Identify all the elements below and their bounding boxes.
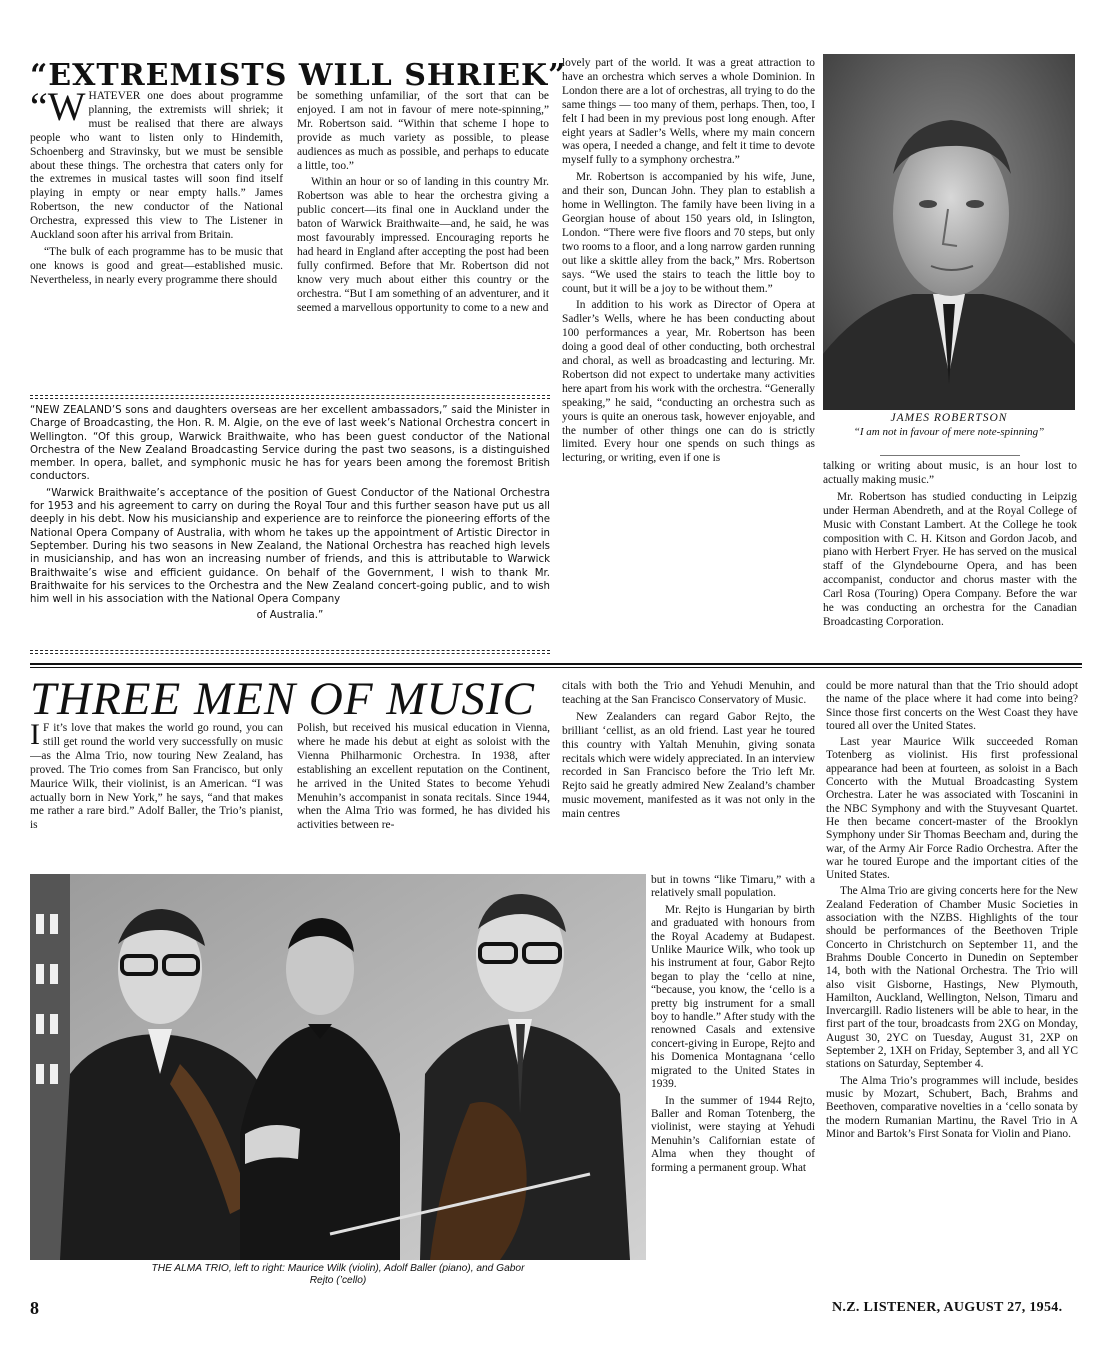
dropcap: I (30, 722, 40, 751)
paragraph: Polish, but received his musical education in Vienna, where he made his debut at eight as soloist with the Vienna Philharmonic Orchestra. In 1938, after establishing an excellent reputation on the Continent, he arrived in the United States to become Yehudi Menuhin’s accompanist in sonata recitals. Since 1944, when the Alma Trio was formed, he has divided his activities between re- (297, 722, 550, 832)
article1-column-3 (562, 57, 815, 657)
dropcap: “W (30, 90, 86, 129)
trio-photo-illustration (30, 874, 646, 1260)
paragraph: citals with both the Trio and Yehudi Menuhin, and teaching at the San Francisco Conservatory of Music. (562, 680, 815, 706)
paragraph: Last year Maurice Wilk succeeded Roman Totenberg as violinist. His first professional appearance had been at fourteen, as soloist in a Bach Concerto with the Mutual Broadcasting System Orchestra. Later he was associated with Toscanini in the NBC Symphony and with the Stuyvesant Quartet. He then became concert-master of the Brooklyn Symphony under Sir Thomas Beecham and, during the war, of the Army Air Force Radio Orchestra. After the war he toured Europe and the important cities of the United States. (826, 736, 1078, 882)
paragraph: New Zealanders can regard Gabor Rejto, the brilliant ‘cellist, as an old friend. Last year he toured this country with Yaltah Menuhin, giving sonata recitals which were widely appreciated. In an interview recorded in San Francisco before the Trio left Mr. Rejto said he greatly admired New Zealand’s chamber music movement, manifested as it was not only in the main centres (562, 710, 815, 821)
paragraph: “NEW ZEALAND’S sons and daughters overseas are her excellent ambassadors,” said the Minister in Charge of Broadcasting, the Hon. R. M. Algie, on the eve of last week’s National Orchestra concert in Wellington. “Of this group, Warwick Braithwaite, who has been guest conductor of the National Orchestra of the New Zealand Broadcasting Service during the past two seasons, is a distinguished member. In opera, ballet, and symphonic music he has for years been among the foremost British conductors. (30, 405, 550, 483)
photo-caption-line1: THE ALMA TRIO, left to right: Maurice Wilk (violin), Adolf Baller (piano), and Gabor (151, 1263, 525, 1274)
article2-column-3 (562, 680, 815, 874)
portrait-illustration (823, 54, 1075, 410)
box-bottom-rule (30, 650, 550, 654)
paragraph: Mr. Rejto is Hungarian by birth and graduated with honours from the Royal Academy at Budapest. Unlike Maurice Wilk, who took up his instrument at four, Gabor Rejto began to play the ‘cello at nine, “because, you know, the ‘cello is a pretty big instrument for a small boy to handle.” After study with the renowned Casals and extensive concert-giving in Europe, Rejto and his Domenica Montagnana ‘cello migrated to the United States in 1939. (651, 903, 815, 1091)
publication-footer: N.Z. LISTENER, AUGUST 27, 1954. (832, 1300, 1063, 1315)
article1-column-2 (297, 90, 549, 388)
headline-three-men-of-music: THREE MEN OF MUSIC (30, 673, 535, 725)
article2-column-1 (30, 722, 283, 872)
paragraph: Mr. Robertson is accompanied by his wife, June, and their son, Duncan John. They plan to establish a home in Wellington. The family have been living in a Georgian house of about 150 years old, in Islington, London. “There were five floors and 70 steps, but only two rooms to a floor, and a long narrow garden running out like a skittle alley from the back,” Mrs. Robertson says. “We used the stairs to teach the little boy to count, but it will be a joy to be without them.” (562, 171, 815, 295)
paragraph: The Alma Trio are giving concerts here for the New Zealand Federation of Chamber Music Societies in association with the NZBS. Highlights of the tour should be performances of the Beethoven Triple Concerto in Christchurch on September 11, and the Brahms Double Concerto in Dunedin on September 14, both with the National Orchestra. The Trio will also visit Gisborne, Hastings, New Plymouth, Hamilton, Auckland, Wellington, Nelson, Timaru and Invercargill. Radio listeners will be able to hear, in the first part of the tour, broadcasts from 2XG on Monday, August 30, 2YC on Tuesday, August 31, 2XP on September 2, 1XH on Friday, September 3, and all YC stations on Saturday, September 4. (826, 885, 1078, 1071)
photo-alma-trio (30, 874, 646, 1260)
paragraph: I F it’s love that makes the world go round, you can still get round the world very successfully on music—as the Alma Trio, now touring New Zealand, has proved. The Trio comes from San Francisco, but only Maurice Wilk, their violinist, is an American. “I was actually born in New York,” he says, “and that makes me rather a rare bird.” Adolf Baller, the Trio’s pianist, is (30, 722, 283, 832)
paragraph: talking or writing about music, is an hour lost to actually making music.” (823, 460, 1077, 486)
paragraph: Within an hour or so of landing in this country Mr. Robertson was able to hear the orchestra giving a public concert—its final one in Auckland under the baton of Warwick Braithwaite—and, he said, he was most favourably impressed. Encouraging reports he had heard in England after accepting the post had been fully confirmed. Before that Mr. Robertson did not know very much about either this country or the orchestra. “But I am something of an adventurer, and it seemed a marvellous opportunity to come to a new and (297, 176, 549, 314)
paragraph: could be more natural than that the Trio should adopt the name of the place where it had come into being? Since those first concerts on the West Coast they have toured all over the United States. (826, 680, 1078, 732)
boxed-statement (30, 404, 550, 648)
article1-column-1 (30, 90, 283, 388)
portrait-james-robertson (823, 54, 1075, 410)
closing-line: of Australia.” (256, 610, 324, 622)
article2-column-4 (826, 680, 1078, 1290)
paragraph: Mr. Robertson has studied conducting in Leipzig under Herman Abendreth, and at the Royal College of Music with Constant Lambert. At the College he took composition with C. H. Kitson and Gordon Jacob, and piano with Herbert Fryer. He has served on the musical staff of the Glyndebourne Opera, and has been accompanist, conductor and chorus master with the Carl Rosa (Touring) Opera Company. Before the war he was conducting an orchestra for the Canadian Broadcasting Corporation. (823, 490, 1077, 628)
paragraph: In the summer of 1944 Rejto, Baller and Roman Totenberg, the violinist, were staying at Yehudi Menuhin’s Californian estate of Alma when they thought of forming a permanent group. What (651, 1094, 815, 1174)
photo-caption-line2: Rejto (’cello) (309, 1275, 367, 1286)
portrait-caption-name: JAMES ROBERTSON (890, 412, 1008, 424)
article1-column-4 (823, 460, 1077, 658)
section-divider-thin (30, 667, 1082, 668)
portrait-caption-quote: “I am not in favour of mere note-spinning” (853, 426, 1045, 438)
headline-extremists: “EXTREMISTS WILL SHRIEK” (30, 58, 567, 93)
section-divider (30, 663, 1082, 665)
page-number: 8 (30, 1298, 39, 1318)
paragraph: but in towns “like Timaru,” with a relatively small population. (651, 874, 815, 900)
paragraph: In addition to his work as Director of Opera at Sadler’s Wells, where he has been conducting about 100 performances a year, Mr. Robertson has been doing a good deal of other conducting, both orchestral and choral, as well as broadcasting and lecturing. Mr. Robertson did not expect to undertake many activities here apart from his work with the orchestra. “Generally speaking,” he said, “conducting an orchestra such as yours is quite an onerous task, however enjoyable, and the number of other things one can do is strictly limited. Every hour one spends on such things as lecturing, or writing, even if one is (562, 299, 815, 465)
article2-column-3-narrow (651, 874, 815, 1288)
box-top-rule (30, 395, 550, 399)
caption-divider (880, 455, 1020, 456)
paragraph: “WHATEVER one does about programme planning, the extremists will shriek; it must be realised that there are always people who want to listen only to Hindemith, Schoenberg and Stravinsky, but we must be sensible about these things. The orchestra that caters only for the extremes in musical tastes will soon find itself playing in empty or near empty halls.” James Robertson, the new conductor of the National Orchestra, expressed this view to The Listener in Auckland soon after his arrival from Britain. (30, 90, 283, 242)
paragraph: “The bulk of each programme has to be music that one knows is good and great—established music. Nevertheless, in nearly every programme there should (30, 245, 283, 286)
article2-column-2 (297, 722, 550, 872)
paragraph: lovely part of the world. It was a great attraction to have an orchestra which serves a whole Dominion. In London there are a lot of orchestras, all trying to do the same things — too many of them, perhaps. Then, too, I felt I had been in my previous post long enough. After eight years at Sadler’s Wells, where my main concern was opera, I needed a change, and felt it time to devote myself fully to a symphony orchestra.” (562, 57, 815, 167)
paragraph: The Alma Trio’s programmes will include, besides music by Mozart, Schubert, Bach, Brahms and Beethoven, comparative novelties in a ‘cello sonata by the modern Rumanian Martinu, the Ravel Trio in A Minor and Bartok’s First Sonata for Violin and Piano. (826, 1074, 1078, 1140)
paragraph: “Warwick Braithwaite’s acceptance of the position of Guest Conductor of the National Orchestra for 1953 and his agreement to carry on during the Royal Tour and this further season have put us all deeply in his debt. Now his musicianship and experience are to reinforce the pioneering efforts of the National Opera Company of Australia, with whom he takes up the appointment of Artistic Director in September. During his two seasons in New Zealand, the National Orchestra has reached high levels in musicianship, and has won an increasing number of friends, and this is attributable to Warwick Braithwaite’s wise and efficient guidance. On behalf of the Government, I wish to thank Mr. Braithwaite for his services to the Orchestra and the New Zealand concert-going public, and to wish him well in his association with the National Opera Company (30, 487, 550, 606)
paragraph: be something unfamiliar, of the sort that can be enjoyed. I am not in favour of mere note-spinning,” Mr. Robertson said. “Within that scheme I hope to provide as much variety as possible, to please audiences as much as possible, and perhaps to educate a little, too.” (297, 90, 549, 172)
